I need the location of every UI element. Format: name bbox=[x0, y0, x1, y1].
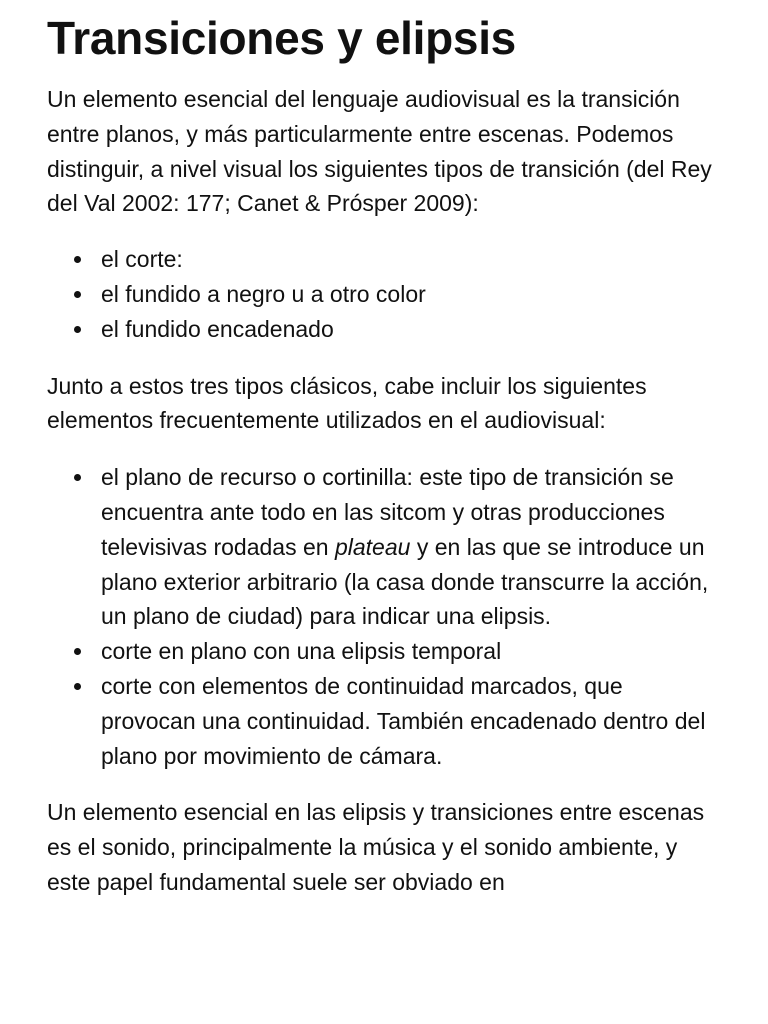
emphasis-text: plateau bbox=[334, 533, 411, 560]
list-item: el fundido encadenado bbox=[101, 312, 722, 347]
list-item: el corte: bbox=[101, 242, 722, 277]
additional-elements-list bbox=[47, 460, 722, 773]
list-item-text: y en las que se introduce un plano exterior arbitrario (la casa donde transcurre la acción, un plano de ciudad) para indicar una elipsis. bbox=[101, 533, 709, 630]
list-item-text: el plano de recurso o cortinilla: este tipo de transición se encuentra ante todo en las sitcom y otras producciones televisivas rodadas en bbox=[101, 464, 674, 560]
list-item bbox=[101, 460, 722, 634]
third-paragraph: Un elemento esencial en las elipsis y transiciones entre escenas es el sonido, principalmente la música y el sonido ambiente, y este papel fundamental suele ser obviado en bbox=[47, 799, 705, 895]
page-title: Transiciones y elipsis bbox=[47, 12, 516, 64]
transition-types-list bbox=[47, 242, 722, 346]
list-item: corte en plano con una elipsis temporal bbox=[101, 634, 722, 669]
list-item: corte con elementos de continuidad marcados, que provocan una continuidad. También encadenado dentro del plano por movimiento de cámara. bbox=[101, 669, 722, 773]
second-paragraph: Junto a estos tres tipos clásicos, cabe incluir los siguientes elementos frecuentemente utilizados en el audiovisual: bbox=[47, 372, 647, 434]
list-item: el fundido a negro u a otro color bbox=[101, 277, 722, 312]
intro-paragraph: Un elemento esencial del lenguaje audiovisual es la transición entre planos, y más particularmente entre escenas. Podemos distinguir, a nivel visual los siguientes tipos de transición (del Rey del Val 2002: 177; Canet & Prósper 2009): bbox=[47, 86, 712, 217]
